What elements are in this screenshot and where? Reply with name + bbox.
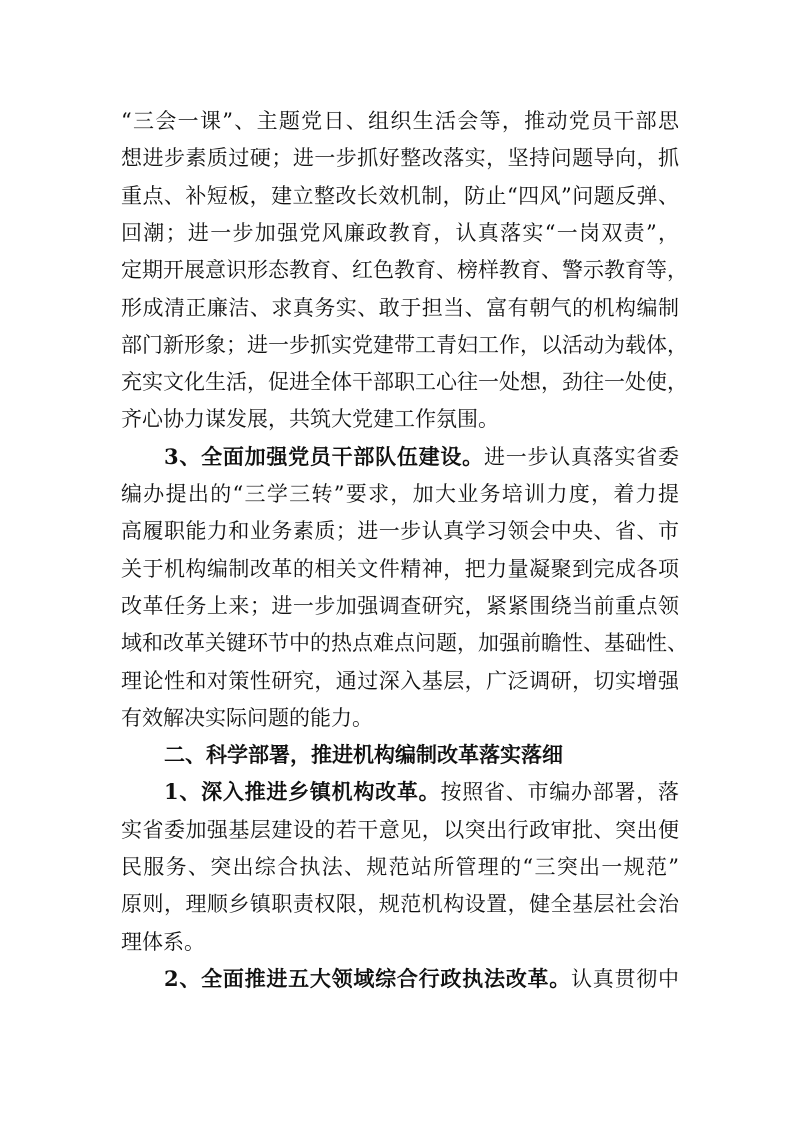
line-text: 原则，理顺乡镇职责权限，规范机构设置，健全基层社会治 — [121, 892, 679, 917]
section-heading — [164, 740, 679, 770]
text-line — [121, 181, 679, 211]
paragraph-lead: 3、全面加强党员干部队伍建设。 — [164, 443, 484, 469]
line-text: 改革任务上来；进一步加强调查研究，紧紧围绕当前重点领 — [121, 593, 679, 618]
text-line — [121, 703, 679, 733]
line-text: 进一步认真落实省委 — [483, 444, 679, 469]
line-text: 有效解决实际问题的能力。 — [121, 705, 373, 730]
text-line — [121, 106, 679, 136]
line-text: 定期开展意识形态教育、红色教育、榜样教育、警示教育等， — [121, 258, 688, 283]
text-line — [121, 330, 688, 360]
text-line — [164, 442, 679, 472]
line-text: 回潮；进一步加强党风廉政教育，认真落实“一岗双责”， — [121, 220, 679, 245]
line-text: 域和改革关键环节中的热点难点问题，加强前瞻性、基础性、 — [121, 631, 688, 656]
line-text: 高履职能力和业务素质；进一步认真学习领会中央、省、市 — [121, 519, 679, 544]
text-line — [121, 218, 679, 248]
text-line — [164, 964, 679, 994]
text-line — [121, 628, 688, 658]
text-line — [121, 554, 679, 584]
line-text: 部门新形象；进一步抓实党建带工青妇工作，以活动为载体， — [121, 332, 688, 357]
text-line — [121, 852, 679, 882]
text-line — [121, 404, 679, 434]
text-line — [121, 591, 679, 621]
text-line — [121, 255, 688, 285]
line-text: 认真贯彻中 — [570, 966, 679, 991]
heading-text: 二、科学部署，推进机构编制改革落实落细 — [164, 743, 563, 768]
text-line — [121, 666, 679, 696]
line-text: 民服务、突出综合执法、规范站所管理的“三突出一规范” — [121, 855, 679, 879]
text-line — [121, 367, 688, 397]
text-line — [121, 927, 679, 957]
line-text: 充实文化生活，促进全体干部职工心往一处想，劲往一处使， — [121, 370, 688, 395]
text-line — [121, 479, 679, 509]
line-text: 理体系。 — [121, 929, 205, 954]
line-text: 实省委加强基层建设的若干意见，以突出行政审批、突出便 — [121, 817, 679, 842]
text-line — [121, 293, 679, 323]
text-line — [121, 889, 679, 919]
text-line — [121, 815, 679, 845]
line-text: 编办提出的“三学三转”要求，加大业务培训力度，着力提 — [121, 482, 679, 506]
line-text: 形成清正廉洁、求真务实、敢于担当、富有朝气的机构编制 — [121, 295, 679, 320]
paragraph-lead: 2、全面推进五大领域综合行政执法改革。 — [164, 965, 571, 991]
line-text: 想进步素质过硬；进一步抓好整改落实，坚持问题导向，抓 — [121, 146, 679, 171]
line-text: 重点、补短板，建立整改长效机制，防止“四风”问题反弹、 — [121, 183, 679, 208]
line-text: 按照省、市编办部署，落 — [440, 780, 679, 805]
line-text: 关于机构编制改革的相关文件精神，把力量凝聚到完成各项 — [121, 556, 679, 581]
paragraph-lead: 1、深入推进乡镇机构改革。 — [164, 779, 441, 805]
line-text: 齐心协力谋发展，共筑大党建工作氛围。 — [121, 407, 499, 432]
line-text: 理论性和对策性研究，通过深入基层，广泛调研，切实增强 — [121, 668, 679, 693]
line-text: “三会一课”、主题党日、组织生活会等，推动党员干部思 — [121, 109, 679, 133]
text-line — [121, 516, 679, 546]
text-line — [164, 777, 679, 807]
text-line — [121, 143, 679, 173]
